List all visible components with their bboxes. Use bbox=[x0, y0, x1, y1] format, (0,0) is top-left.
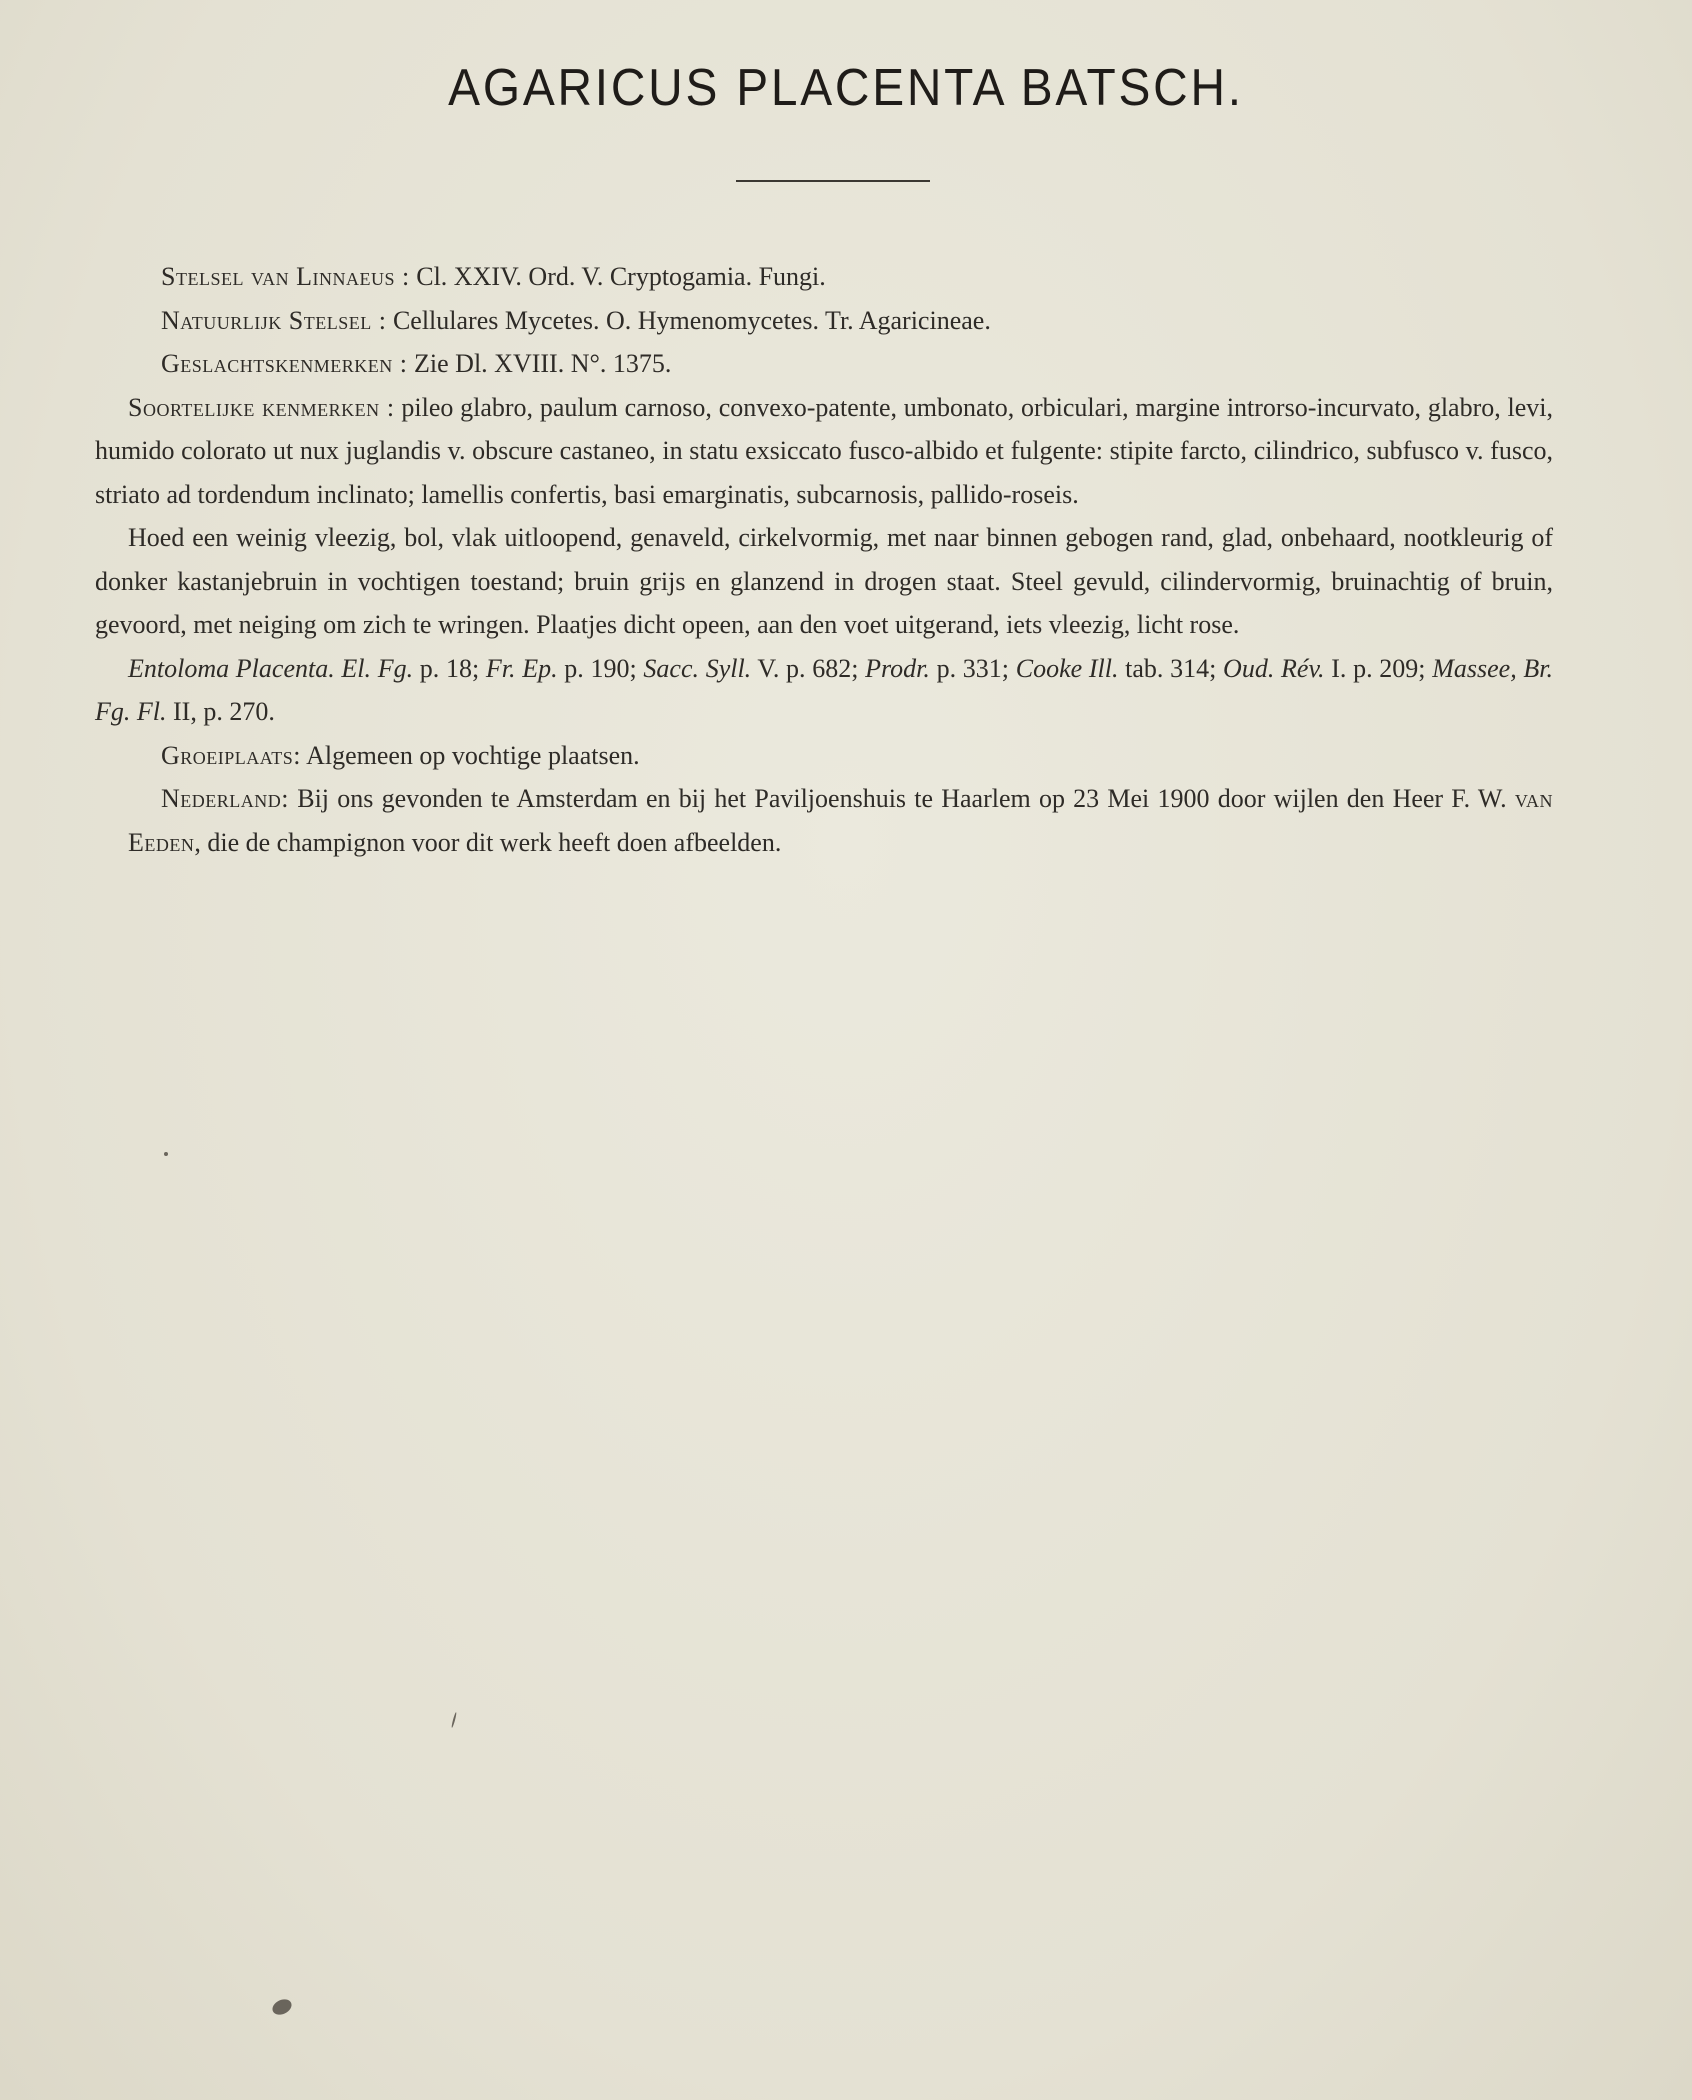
netherlands-text-after: , die de champignon voor dit werk heeft doen afbeelden. bbox=[194, 827, 782, 857]
ref-6-page: I. p. 209; bbox=[1324, 653, 1433, 683]
genus-characters-label: Geslachtskenmerken : bbox=[161, 349, 408, 378]
ref-3: Sacc. Syll. bbox=[643, 653, 752, 683]
species-characters bbox=[95, 386, 1553, 517]
ref-7-page: II, p. 270. bbox=[166, 697, 275, 726]
page-title: AGARICUS PLACENTA BATSCH. bbox=[448, 59, 1244, 117]
genus-characters bbox=[128, 342, 1553, 386]
paper-speck bbox=[270, 1996, 294, 2017]
ref-3-page: V. p. 682; bbox=[751, 653, 866, 683]
linnaeus-system bbox=[128, 255, 1553, 299]
natural-system-label: Natuurlijk Stelsel : bbox=[161, 305, 387, 335]
ref-4: Prodr. bbox=[865, 653, 930, 683]
ref-7: Massee, Br. Fg. Fl. bbox=[95, 653, 1554, 726]
habitat-text: Algemeen op vochtige plaatsen. bbox=[301, 740, 640, 770]
document-body bbox=[95, 255, 1554, 864]
netherlands-label: Nederland: bbox=[161, 784, 289, 813]
ref-6: Oud. Rév. bbox=[1223, 653, 1325, 683]
ref-2: Fr. Ep. bbox=[485, 653, 558, 683]
netherlands-text-before: Bij ons gevonden te Amsterdam en bij het Paviljoenshuis te Haarlem op 23 Mei 1900 door wijlen den Heer F. W. bbox=[289, 784, 1515, 813]
references bbox=[95, 647, 1553, 734]
ref-4-page: p. 331; bbox=[929, 653, 1016, 683]
ref-5-page: tab. 314; bbox=[1118, 653, 1224, 683]
netherlands-locality bbox=[128, 777, 1553, 864]
paper-speck bbox=[451, 1712, 457, 1728]
paper-speck bbox=[164, 1152, 168, 1156]
title-divider bbox=[736, 180, 930, 182]
natural-system-text: Cellulares Mycetes. O. Hymenomycetes. Tr. Agaricineae. bbox=[386, 305, 991, 335]
ref-1: Entoloma Placenta. El. Fg. bbox=[128, 653, 414, 683]
natural-system bbox=[128, 299, 1553, 343]
species-characters-text: pileo glabro, paulum carnoso, convexo-patente, umbonato, orbiculari, margine introrso-incurvato, glabro, levi, humido colorato ut nux juglandis v. obscure castaneo, in statu exsiccato fusco-albido et fulgente: stipite farcto, cilindrico, subfusco v. fusco, striato ad tordendum inclinato; lamellis confertis, basi emarginatis, subcarnosis, pallido-roseis. bbox=[95, 392, 1553, 509]
linnaeus-label: Stelsel van Linnaeus : bbox=[161, 262, 410, 291]
linnaeus-text: Cl. XXIV. Ord. V. Cryptogamia. Fungi. bbox=[409, 262, 826, 291]
ref-5: Cooke Ill. bbox=[1015, 653, 1119, 683]
collector-name: van Eeden bbox=[128, 784, 1553, 857]
ref-2-page: p. 190; bbox=[557, 653, 644, 683]
habitat bbox=[128, 734, 1553, 778]
ref-1-page: p. 18; bbox=[413, 653, 486, 683]
species-characters-label: Soortelijke kenmerken : bbox=[128, 392, 395, 422]
genus-characters-text: Zie Dl. XVIII. N°. 1375. bbox=[407, 349, 672, 378]
habitat-label: Groeiplaats: bbox=[161, 740, 302, 770]
dutch-description: Hoed een weinig vleezig, bol, vlak uitloopend, genaveld, cirkelvormig, met naar binnen gebogen rand, glad, onbehaard, nootkleurig of donker kastanjebruin in vochtigen toestand; bruin grijs en glanzend in drogen staat. Steel gevuld, cilindervormig, bruinachtig of bruin, gevoord, met neiging om zich te wringen. Plaatjes dicht opeen, aan den voet uitgerand, iets vleezig, licht rose. bbox=[95, 523, 1553, 639]
